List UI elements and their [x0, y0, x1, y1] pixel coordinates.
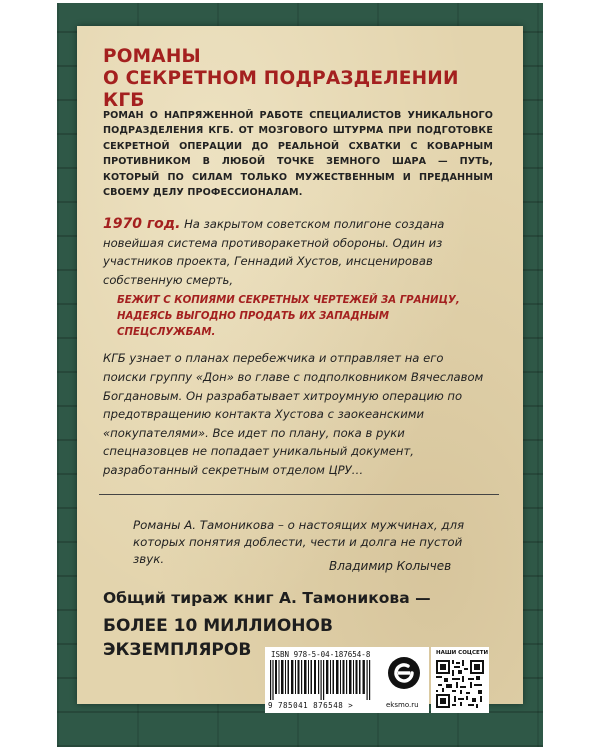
review-quote: Романы А. Тамоникова – о настоящих мужчинах, для которых понятия доблести, чести и долга не пустой звук.: [133, 518, 465, 566]
synopsis-paragraph-2: КГБ узнает о планах перебежчика и отправляет на его поиски группу «Дон» во главе с подполковником Вячеславом Богдановым. Он разрабатывает хитроумную операцию по предотвращению контакта Хустова с заокеанскими «покупателями». Все идет по плану, пока в руки спецназовцев не попадает уникальный документ, разработанный секретным отделом ЦРУ…: [103, 351, 484, 477]
qr-code-icon: [436, 660, 484, 708]
cover-title: [103, 46, 483, 112]
circulation-line: Общий тираж книг А. Тамоникова —: [103, 589, 431, 607]
eksmo-logo-icon: [386, 655, 422, 691]
isbn-text: ISBN 978-5-04-187654-8: [271, 650, 371, 659]
synopsis-paragraph-1-text: На закрытом советском полигоне создана новейшая система противоракетной обороны. Один из участников проекта, Геннадий Хустов, инсценировав собственную смерть,: [103, 217, 445, 287]
social-label: НАШИ СОЦСЕТИ: [436, 650, 489, 656]
lead-text: РОМАН О НАПРЯЖЕННОЙ РАБОТЕ СПЕЦИАЛИСТОВ УНИКАЛЬНОГО ПОДРАЗДЕЛЕНИЯ КГБ. ОТ МОЗГОВОГО ШТУРМА ПРИ ПОДГОТОВКЕ СЕКРЕТНОЙ ОПЕРАЦИИ ДО РЕАЛЬНОЙ СХВАТКИ С КОВАРНЫМ ПРОТИВНИКОМ В ЛЮБОЙ ТОЧКЕ ЗЕМНОГО ШАРА — ПУТЬ, КОТОРЫЙ ПО СИЛАМ ТОЛЬКО МУЖЕСТВЕННЫМ И ПРЕДАННЫМ СВОЕМУ ДЕЛУ ПРОФЕССИОНАЛАМ.: [103, 110, 493, 199]
title-line-1: РОМАНЫ: [103, 46, 201, 67]
circulation-big-line-1: БОЛЕЕ 10 МИЛЛИОНОВ: [103, 616, 333, 636]
qr-panel: [431, 647, 489, 713]
quote-author: Владимир Колычев: [329, 559, 452, 573]
synopsis-paragraph-1: [103, 215, 488, 289]
year-highlight: 1970 год.: [103, 216, 181, 232]
publisher-logo-panel: [379, 647, 429, 713]
barcode-panel: [265, 647, 379, 713]
section-divider: [99, 494, 499, 495]
synopsis: [103, 215, 488, 483]
barcode-number: 9 785041 876548 >: [268, 701, 354, 710]
accent-paragraph: БЕЖИТ С КОПИЯМИ СЕКРЕТНЫХ ЧЕРТЕЖЕЙ ЗА ГРАНИЦУ, НАДЕЯСЬ ВЫГОДНО ПРОДАТЬ ИХ ЗАПАДНЫМ СПЕЦСЛУЖБАМ.: [117, 295, 460, 339]
circulation-big-line-2: ЭКЗЕМПЛЯРОВ: [103, 640, 252, 660]
lead-paragraph: [103, 108, 493, 200]
barcode-icon: [270, 660, 374, 700]
title-line-2: О СЕКРЕТНОМ ПОДРАЗДЕЛЕНИИ КГБ: [103, 68, 459, 111]
publisher-url: eksmo.ru: [386, 701, 419, 709]
